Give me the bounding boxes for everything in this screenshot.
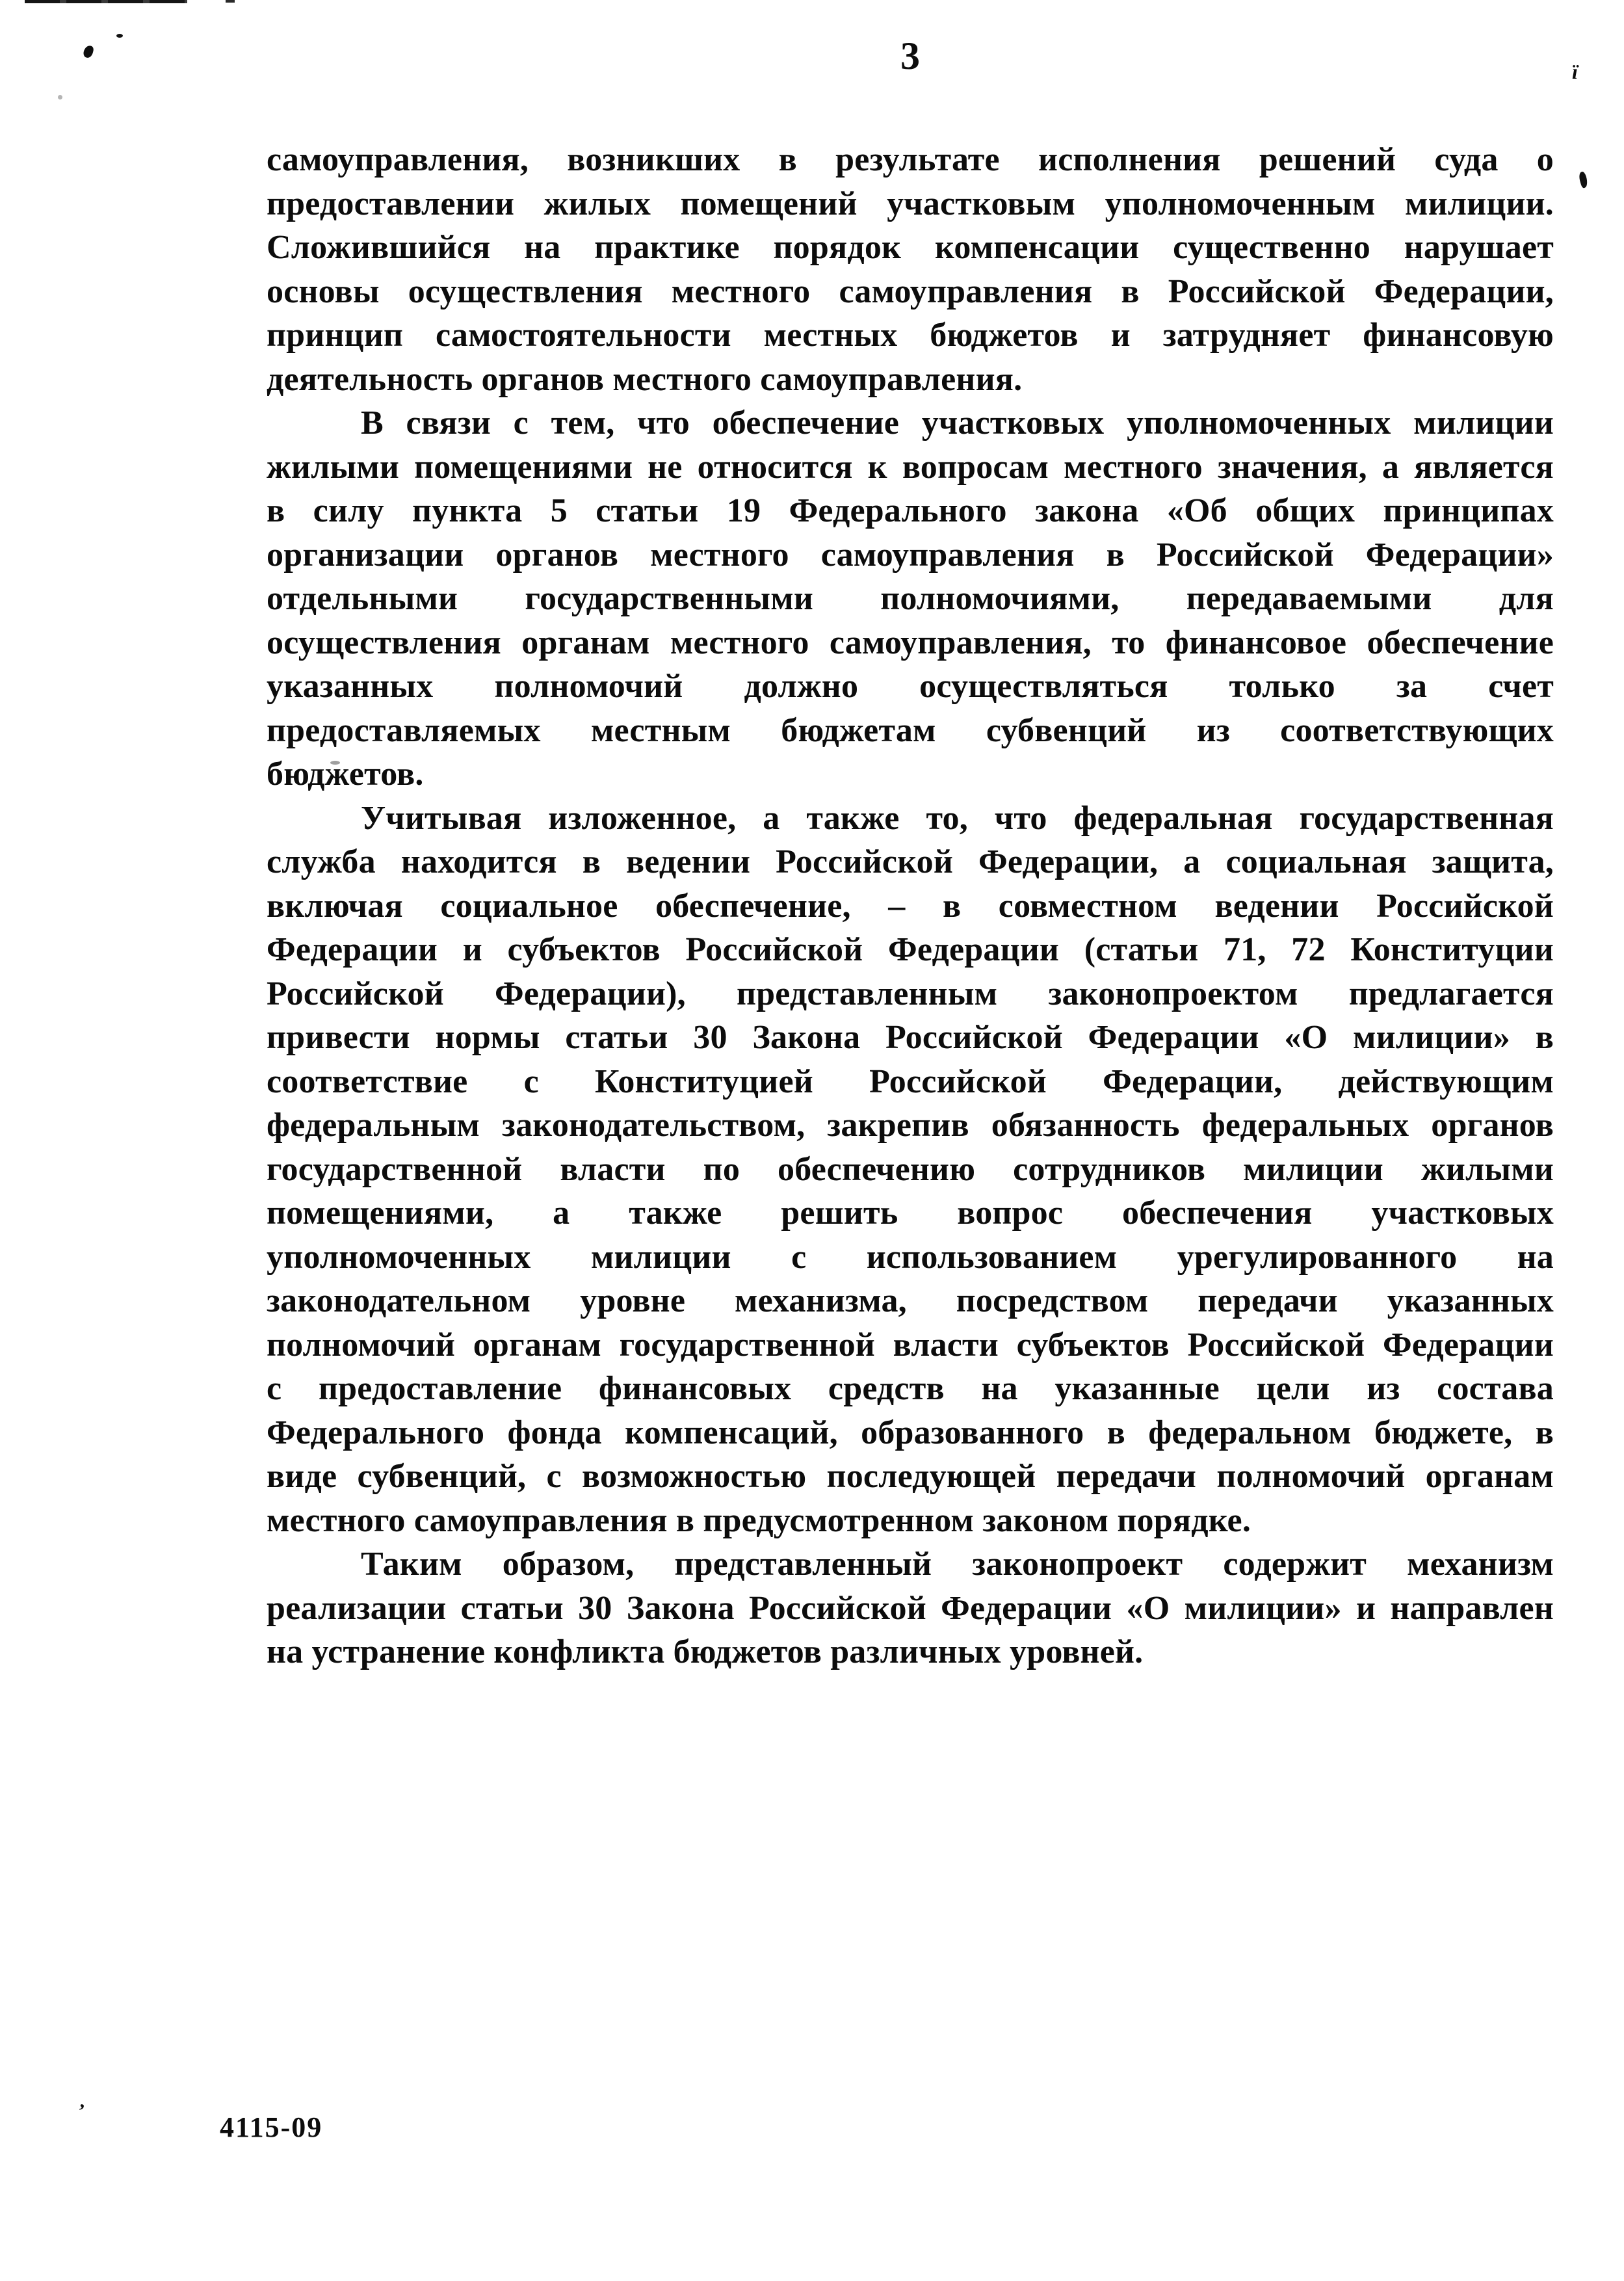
- text-line: указанных полномочий должно осуществляться только за счет: [267, 668, 1554, 705]
- text-line: Учитывая изложенное, а также то, что федеральная государственная: [361, 799, 1554, 837]
- text-line: Сложившийся на практике порядок компенсации существенно нарушает: [267, 229, 1554, 266]
- text-line: полномочий органам государственной власти субъектов Российской Федерации: [267, 1326, 1554, 1364]
- text-line: Федерации и субъектов Российской Федерации (статьи 71, 72 Конституции: [267, 931, 1554, 968]
- text-line: на устранение конфликта бюджетов различных уровней.: [267, 1633, 1144, 1670]
- scan-artifact-top-edge-dash: [226, 0, 235, 3]
- ink-speck-top-left: [116, 34, 123, 38]
- text-line: Федерального фонда компенсаций, образованного в федеральном бюджете, в: [267, 1414, 1554, 1451]
- page-number: 3: [900, 34, 920, 77]
- text-line: деятельность органов местного самоуправления.: [267, 360, 1023, 398]
- text-line: соответствие с Конституцией Российской Федерации, действующим: [267, 1062, 1554, 1100]
- text-line: местного самоуправления в предусмотренном законом порядке.: [267, 1501, 1251, 1539]
- text-line: В связи с тем, что обеспечение участковых уполномоченных милиции: [361, 404, 1554, 442]
- text-line: с предоставление финансовых средств на указанные цели из состава: [267, 1370, 1554, 1407]
- text-line: предоставлении жилых помещений участковым уполномоченным милиции.: [267, 185, 1554, 222]
- text-line: организации органов местного самоуправления в Российской Федерации»: [267, 536, 1554, 574]
- text-line: предоставляемых местным бюджетам субвенций из соответствующих: [267, 711, 1554, 749]
- text-line: государственной власти по обеспечению сотрудников милиции жилыми: [267, 1150, 1554, 1188]
- text-line: помещениями, а также решить вопрос обеспечения участковых: [267, 1194, 1554, 1232]
- text-line: включая социальное обеспечение, – в совместном ведении Российской: [267, 887, 1554, 925]
- text-line: Российской Федерации), представленным законопроектом предлагается: [267, 975, 1554, 1012]
- scan-mark-right-margin: [1578, 171, 1589, 189]
- text-line: самоуправления, возникших в результате исполнения решений суда о: [267, 141, 1554, 178]
- text-line: федеральным законодательством, закрепив обязанность федеральных органов: [267, 1107, 1554, 1144]
- text-line: в силу пункта 5 статьи 19 Федерального закона «Об общих принципах: [267, 492, 1554, 529]
- text-line: Таким образом, представленный законопроект содержит механизм: [361, 1546, 1554, 1583]
- text-line: бюджетов.: [267, 756, 424, 793]
- document-body: [267, 138, 1554, 1674]
- text-line: отдельными государственными полномочиями, передаваемыми для: [267, 580, 1554, 617]
- text-line: уполномоченных милиции с использованием урегулированного на: [267, 1238, 1554, 1276]
- text-line: законодательном уровне механизма, посредством передачи указанных: [267, 1282, 1554, 1319]
- ink-blob-top-left: [83, 45, 94, 59]
- text-line: привести нормы статьи 30 Закона Российской Федерации «О милиции» в: [267, 1019, 1554, 1056]
- document-code: 4115-09: [220, 2111, 323, 2143]
- text-line: основы осуществления местного самоуправления в Российской Федерации,: [267, 272, 1554, 310]
- text-line: жилыми помещениями не относится к вопросам местного значения, а является: [267, 448, 1554, 486]
- scan-artifact-top-edge-bar: [25, 0, 187, 3]
- text-line: служба находится в ведении Российской Федерации, а социальная защита,: [267, 843, 1554, 880]
- scan-mark-top-right: ï: [1572, 60, 1578, 83]
- text-line: осуществления органам местного самоуправления, то финансовое обеспечение: [267, 624, 1554, 661]
- faint-speck-left-margin: [58, 95, 62, 99]
- text-line: реализации статьи 30 Закона Российской Федерации «О милиции» и направлен: [267, 1589, 1554, 1627]
- scan-mark-bottom-left: ʼ: [76, 2100, 86, 2122]
- text-line: виде субвенций, с возможностью последующей передачи полномочий органам: [267, 1458, 1554, 1495]
- text-line: принцип самостоятельности местных бюджетов и затрудняет финансовую: [267, 317, 1554, 354]
